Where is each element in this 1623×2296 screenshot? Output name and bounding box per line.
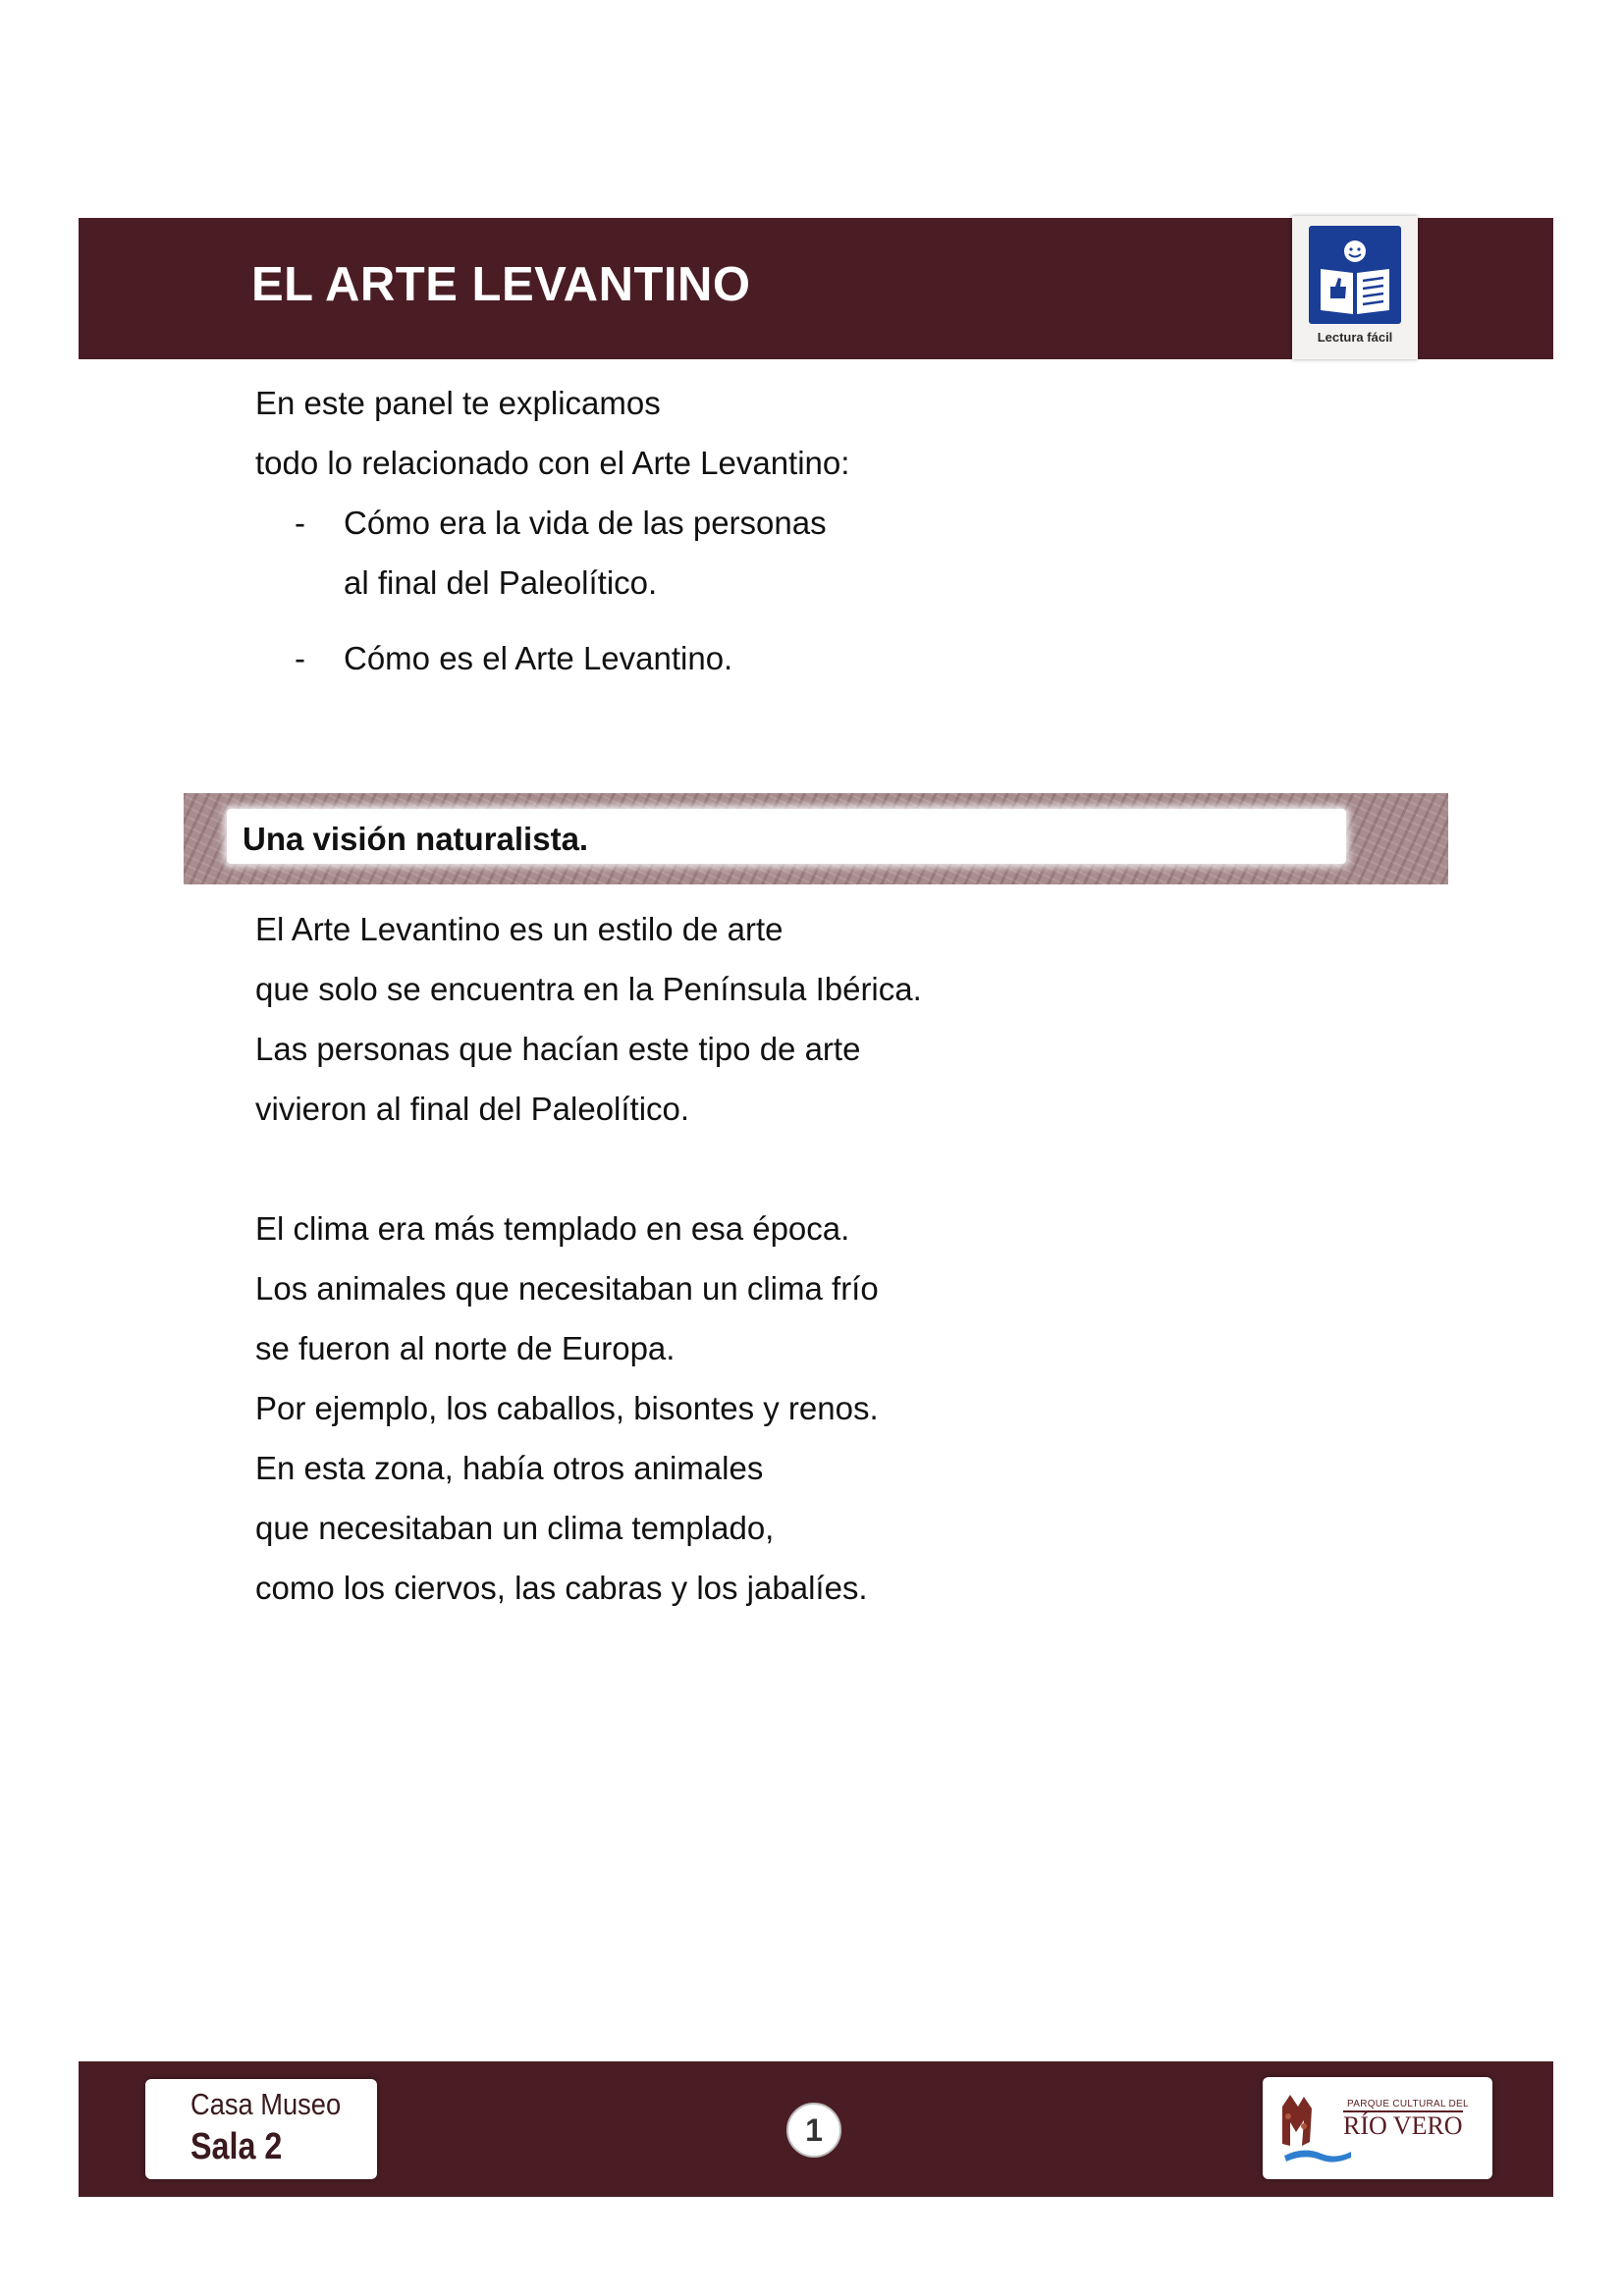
logo-title: RÍO VERO: [1343, 2111, 1463, 2140]
page-number: 1: [786, 2103, 841, 2158]
rio-vero-emblem-icon: [1274, 2087, 1353, 2169]
intro-line: En este panel te explicamos: [255, 385, 661, 421]
paragraph-line: Los animales que necesitaban un clima frío: [255, 1270, 879, 1307]
easy-read-label: Lectura fácil: [1317, 330, 1393, 345]
museum-name: Casa Museo: [190, 2087, 342, 2121]
paragraph-line: que solo se encuentra en la Península Ibérica.: [255, 971, 922, 1007]
paragraph-line: vivieron al final del Paleolítico.: [255, 1091, 690, 1127]
paragraph-line: El Arte Levantino es un estilo de arte: [255, 911, 784, 947]
bullet-marker: -: [295, 640, 305, 676]
paragraph-line: El clima era más templado en esa época.: [255, 1210, 850, 1247]
bullet-item: [344, 628, 732, 688]
room-label-box: [145, 2079, 377, 2179]
section-title: Una visión naturalista.: [243, 821, 589, 857]
header-band: [79, 218, 1553, 359]
easy-read-badge: [1292, 216, 1418, 359]
intro-text: [255, 373, 849, 493]
bullet-line: al final del Paleolítico.: [344, 564, 658, 601]
room-name: Sala 2: [190, 2126, 283, 2167]
logo-subtitle: PARQUE CULTURAL DEL: [1347, 2099, 1469, 2109]
section-band: [184, 793, 1448, 884]
section-title-box: [227, 809, 1346, 864]
footer-band: [79, 2061, 1553, 2197]
bullet-item: [344, 493, 827, 613]
paragraph-line: En esta zona, había otros animales: [255, 1450, 764, 1486]
bullet-line: Cómo es el Arte Levantino.: [344, 640, 733, 676]
bullet-line: Cómo era la vida de las personas: [344, 505, 827, 541]
paragraph-line: como los ciervos, las cabras y los jabalíes.: [255, 1570, 868, 1606]
paragraph-line: Por ejemplo, los caballos, bisontes y renos.: [255, 1390, 879, 1426]
section-paragraph-1: [255, 899, 922, 1139]
paragraph-line: Las personas que hacían este tipo de arte: [255, 1031, 861, 1067]
paragraph-line: que necesitaban un clima templado,: [255, 1510, 775, 1546]
paragraph-line: se fueron al norte de Europa.: [255, 1330, 676, 1366]
intro-line: todo lo relacionado con el Arte Levantino:: [255, 445, 850, 481]
page-title: EL ARTE LEVANTINO: [251, 258, 751, 311]
easy-read-icon: [1309, 226, 1401, 324]
rio-vero-logo: [1263, 2077, 1492, 2179]
section-paragraph-2: [255, 1199, 879, 1618]
bullet-marker: -: [295, 505, 305, 541]
